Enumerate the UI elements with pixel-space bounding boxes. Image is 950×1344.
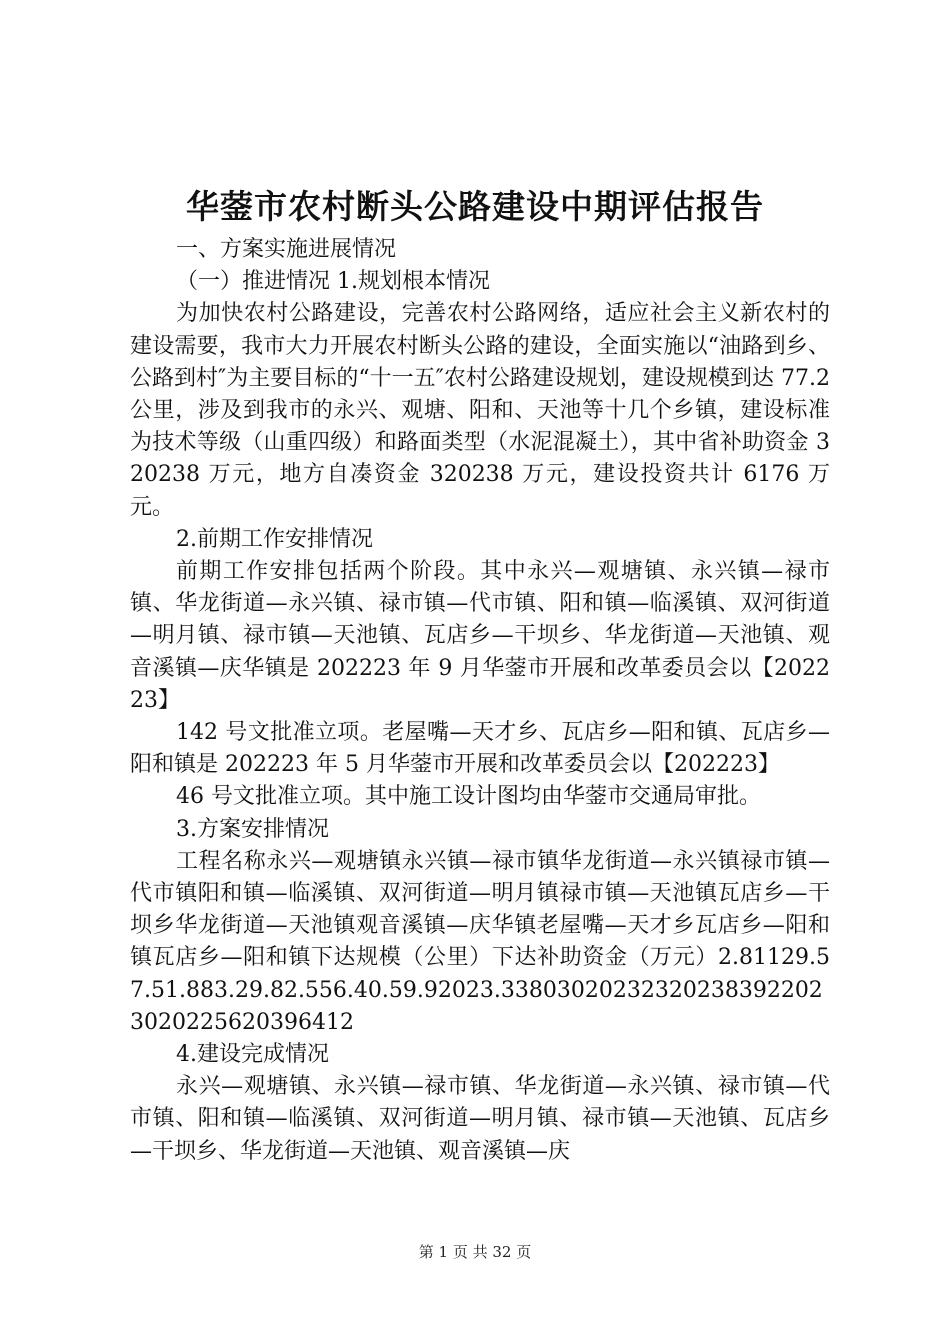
paragraph: 永兴—观塘镇、永兴镇—禄市镇、华龙街道—永兴镇、禄市镇—代市镇、阳和镇—临溪镇、双河街道—明月镇、禄市镇—天池镇、瓦店乡—干坝乡、华龙街道—天池镇、观音溪镇—庆 (130, 1074, 830, 1164)
page-number: 第 1 页 共 32 页 (418, 1243, 532, 1261)
subsection-heading: 3.方案安排情况 (176, 816, 329, 842)
section-heading: 一、方案实施进展情况 (176, 237, 397, 262)
document-body (130, 234, 830, 1168)
paragraph: 为加快农村公路建设，完善农村公路网络，适应社会主义新农村的建设需要，我市大力开展农村断头公路的建设，全面实施以“油路到乡、公路到村″为主要目标的“十一五″农村公路建设规划，建设规模到达 77.2 公里，涉及到我市的永兴、观塘、阳和、天池等十几个乡镇，建设标准为技术等级（山重四级）和路面类型（水泥混凝土），其中省补助资金 320238 万元，地方自凑资金 320238 万元，建设投资共计 6176 万元。 (130, 301, 830, 520)
subsection-heading: 4.建设完成情况 (176, 1042, 329, 1068)
paragraph: 前期工作安排包括两个阶段。其中永兴—观塘镇、永兴镇—禄市镇、华龙街道—永兴镇、禄市镇—代市镇、阳和镇—临溪镇、双河街道—明月镇、禄市镇—天池镇、瓦店乡—干坝乡、华龙街道—天池镇、观音溪镇—庆华镇是 202223 年 9 月华蓥市开展和改革委员会以【202223】 (130, 559, 830, 713)
paragraph: 46 号文批准立项。其中施工设计图均由华蓥市交通局审批。 (176, 784, 761, 810)
paragraph: 142 号文批准立项。老屋嘴—天才乡、瓦店乡—阳和镇、瓦店乡—阳和镇是 202223 年 5 月华蓥市开展和改革委员会以【202223】 (130, 720, 830, 778)
subsection-heading: （一）推进情况 1.规划根本情况 (176, 269, 490, 295)
paragraph: 工程名称永兴—观塘镇永兴镇—禄市镇华龙街道—永兴镇禄市镇—代市镇阳和镇—临溪镇、双河街道—明月镇禄市镇—天池镇瓦店乡—干坝乡华龙街道—天池镇观音溪镇—庆华镇老屋嘴—天才乡瓦店乡—阳和镇瓦店乡—阳和镇下达规模（公里）下达补助资金（万元）2.81129.57.51.883.29.82.556.40.59.92023.3380302023232023839220230202256203964​12 (130, 848, 830, 1035)
subsection-heading: 2.前期工作安排情况 (176, 526, 373, 552)
document-title: 华蓥市农村断头公路建设中期评估报告 (186, 187, 764, 226)
